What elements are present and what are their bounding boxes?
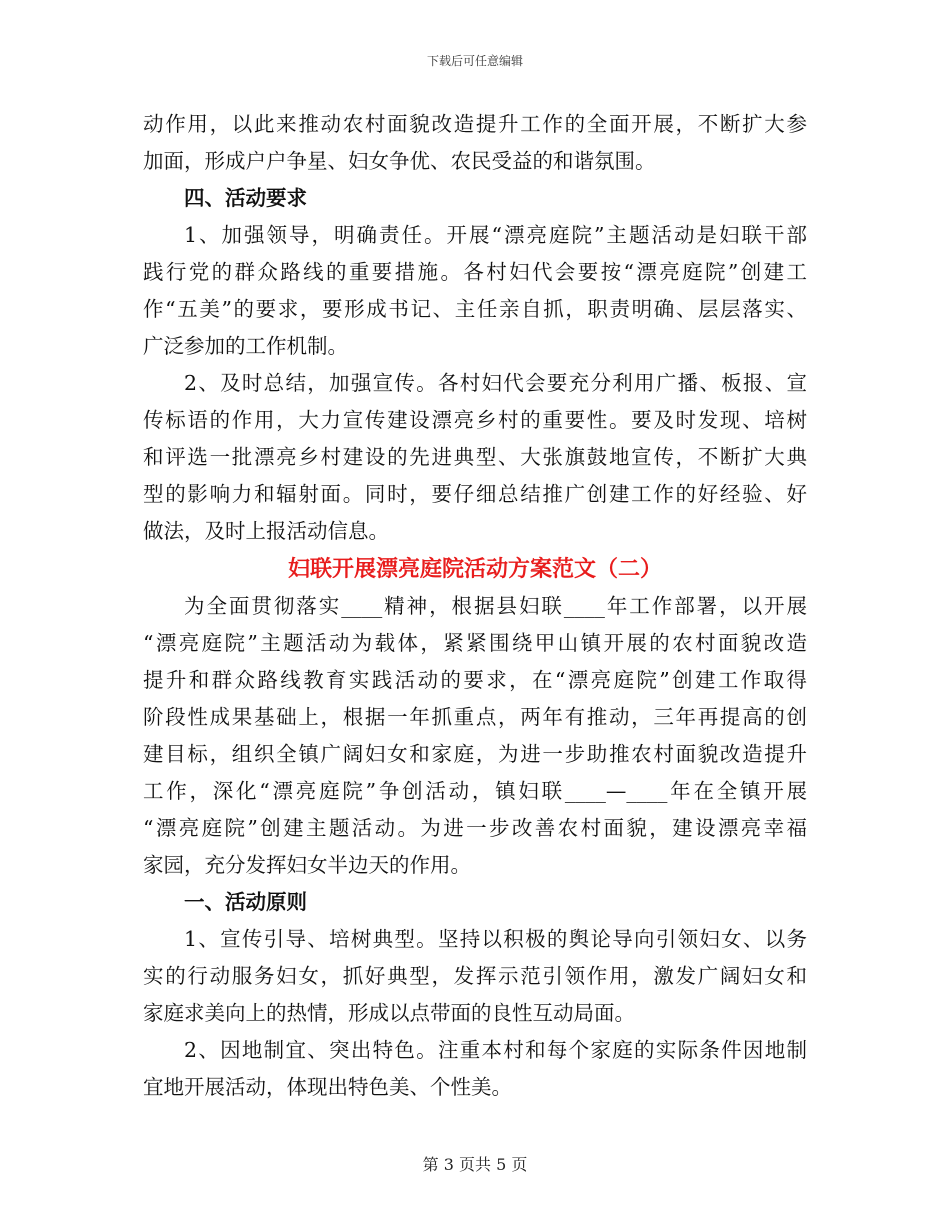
paragraph-line: “漂亮庭院”创建主题活动。为进一步改善农村面貌，建设漂亮幸福: [143, 816, 807, 840]
paragraph-line: 为全面贯彻落实____精神，根据县妇联____年工作部署，以开展: [184, 594, 807, 618]
paragraph-line: 广泛参加的工作机制。: [143, 334, 348, 358]
paragraph-line: 家园，充分发挥妇女半边天的作用。: [143, 853, 471, 877]
paragraph-line: 作“五美”的要求，要形成书记、主任亲自抓，职责明确、层层落实、: [143, 297, 807, 321]
paragraph-line: 加面，形成户户争星、妇女争优、农民受益的和谐氛围。: [143, 149, 656, 173]
paragraph-line: 阶段性成果基础上，根据一年抓重点，两年有推动，三年再提高的创: [143, 705, 807, 729]
paragraph-line: 做法，及时上报活动信息。: [143, 519, 389, 543]
paragraph-line: 传标语的作用，大力宣传建设漂亮乡村的重要性。要及时发现、培树: [143, 408, 807, 432]
section-heading: 一、活动原则: [184, 890, 307, 914]
paragraph-line: 建目标，组织全镇广阔妇女和家庭，为进一步助推农村面貌改造提升: [143, 742, 807, 766]
paragraph-line: 践行党的群众路线的重要措施。各村妇代会要按“漂亮庭院”创建工: [143, 260, 807, 284]
paragraph-line: 提升和群众路线教育实践活动的要求，在“漂亮庭院”创建工作取得: [143, 668, 807, 692]
page-footer: 第 3 页共 5 页: [422, 1155, 528, 1174]
paragraph-line: 宜地开展活动，体现出特色美、个性美。: [143, 1075, 512, 1099]
page-header: 下载后可任意编辑: [426, 54, 523, 68]
paragraph-line: “漂亮庭院”主题活动为载体，紧紧围绕甲山镇开展的农村面貌改造: [143, 631, 807, 655]
document-title: 妇联开展漂亮庭院活动方案范文（二）: [287, 556, 662, 582]
paragraph-line: 1、加强领导，明确责任。开展“漂亮庭院”主题活动是妇联干部: [184, 223, 807, 247]
paragraph-line: 和评选一批漂亮乡村建设的先进典型、大张旗鼓地宣传，不断扩大典: [143, 445, 807, 469]
paragraph-line: 2、因地制宜、突出特色。注重本村和每个家庭的实际条件因地制: [184, 1038, 807, 1062]
paragraph-line: 动作用，以此来推动农村面貌改造提升工作的全面开展，不断扩大参: [143, 112, 807, 136]
paragraph-line: 1、宣传引导、培树典型。坚持以积极的舆论导向引领妇女、以务: [184, 927, 807, 951]
paragraph-line: 家庭求美向上的热情，形成以点带面的良性互动局面。: [143, 1001, 635, 1025]
paragraph-line: 工作，深化“漂亮庭院”争创活动，镇妇联____—____年在全镇开展: [143, 779, 807, 803]
section-heading: 四、活动要求: [184, 186, 307, 210]
paragraph-line: 实的行动服务妇女，抓好典型，发挥示范引领作用，激发广阔妇女和: [143, 964, 807, 988]
document-body: [143, 106, 807, 1106]
paragraph-line: 2、及时总结，加强宣传。各村妇代会要充分利用广播、板报、宣: [184, 371, 807, 395]
paragraph-line: 型的影响力和辐射面。同时，要仔细总结推广创建工作的好经验、好: [143, 482, 807, 506]
